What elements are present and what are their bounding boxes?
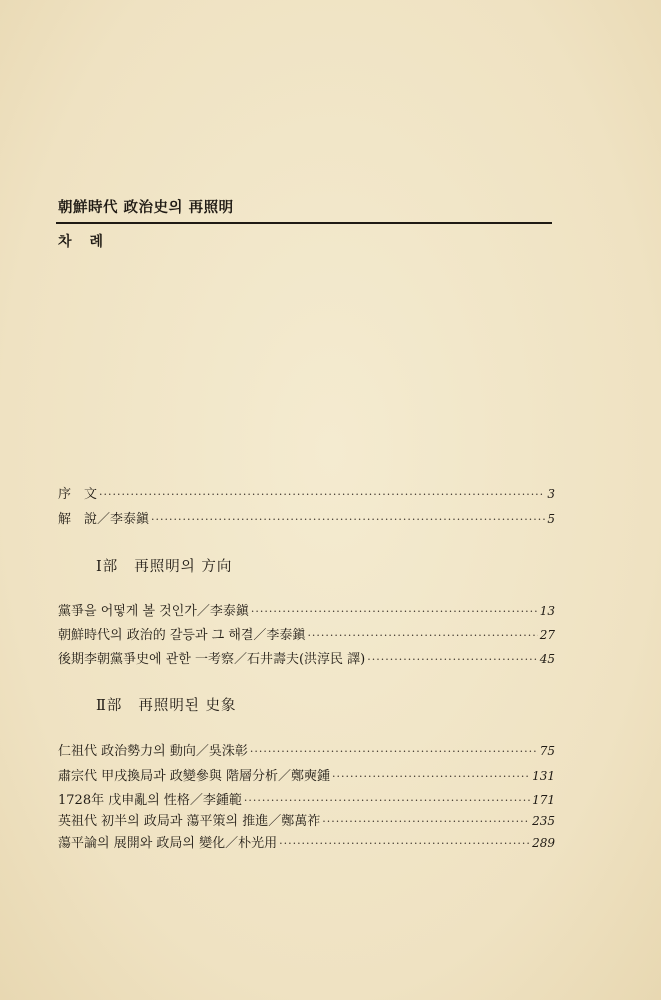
toc-entry (58, 765, 555, 784)
dot-leader (332, 770, 530, 783)
dot-leader (99, 488, 545, 501)
dot-leader (151, 513, 545, 526)
part-heading-2 (96, 694, 236, 715)
part-heading-1 (96, 555, 232, 576)
toc-entry (58, 648, 555, 667)
toc-heading: 차례 (58, 234, 122, 250)
toc-entry-title: 蕩平論의 展開와 政局의 變化／朴光用 (58, 836, 278, 851)
toc-entry-page: 45 (539, 652, 555, 666)
toc-entry-page: 27 (539, 628, 555, 642)
dot-leader (367, 653, 538, 666)
part-number: Ⅰ部 (96, 559, 119, 575)
book-title: 朝鮮時代 政治史의 再照明 (58, 200, 234, 216)
dot-leader (251, 605, 538, 618)
toc-entry-commentary (58, 508, 555, 527)
toc-entry-page: 235 (532, 814, 555, 828)
title-rule (56, 222, 552, 224)
part-title: 再照明된 史象 (138, 698, 237, 714)
toc-entry-title: 仁祖代 政治勢力의 動向／吳洙彰 (58, 744, 248, 759)
toc-entry-title: 1728年 戊申亂의 性格／李鍾範 (58, 793, 242, 808)
toc-entry-title: 朝鮮時代의 政治的 갈등과 그 해결／李泰鎭 (58, 628, 306, 643)
toc-entry (58, 832, 555, 851)
toc-entry (58, 810, 555, 829)
toc-entry-title: 英祖代 初半의 政局과 蕩平策의 推進／鄭萬祚 (58, 814, 321, 829)
toc-entry (58, 600, 555, 619)
dot-leader (250, 745, 538, 758)
dot-leader (322, 815, 530, 828)
toc-entry-page: 289 (532, 836, 555, 850)
toc-entry-title: 序 文 (58, 487, 98, 502)
toc-entry-page: 13 (539, 604, 555, 618)
dot-leader (244, 794, 530, 807)
part-title: 再照明의 方向 (134, 559, 233, 575)
toc-entry (58, 624, 555, 643)
dot-leader (279, 837, 530, 850)
toc-entry-preface (58, 483, 555, 502)
toc-entry-title: 肅宗代 甲戌換局과 政變參與 階層分析／鄭奭鍾 (58, 769, 330, 784)
toc-entry-page: 75 (539, 744, 555, 758)
toc-entry (58, 740, 555, 759)
toc-entry-page: 5 (547, 512, 555, 526)
dot-leader (307, 629, 537, 642)
toc-entry-page: 131 (532, 769, 555, 783)
toc-entry-title: 後期李朝黨爭史에 관한 一考察／石井壽夫(洪淳民 譯) (58, 652, 366, 667)
toc-entry-page: 3 (547, 487, 555, 501)
toc-entry (58, 789, 555, 808)
part-number: Ⅱ部 (96, 698, 123, 714)
toc-entry-title: 解 說／李泰鎭 (58, 512, 150, 527)
toc-entry-title: 黨爭을 어떻게 볼 것인가／李泰鎭 (58, 604, 249, 619)
toc-entry-page: 171 (532, 793, 555, 807)
